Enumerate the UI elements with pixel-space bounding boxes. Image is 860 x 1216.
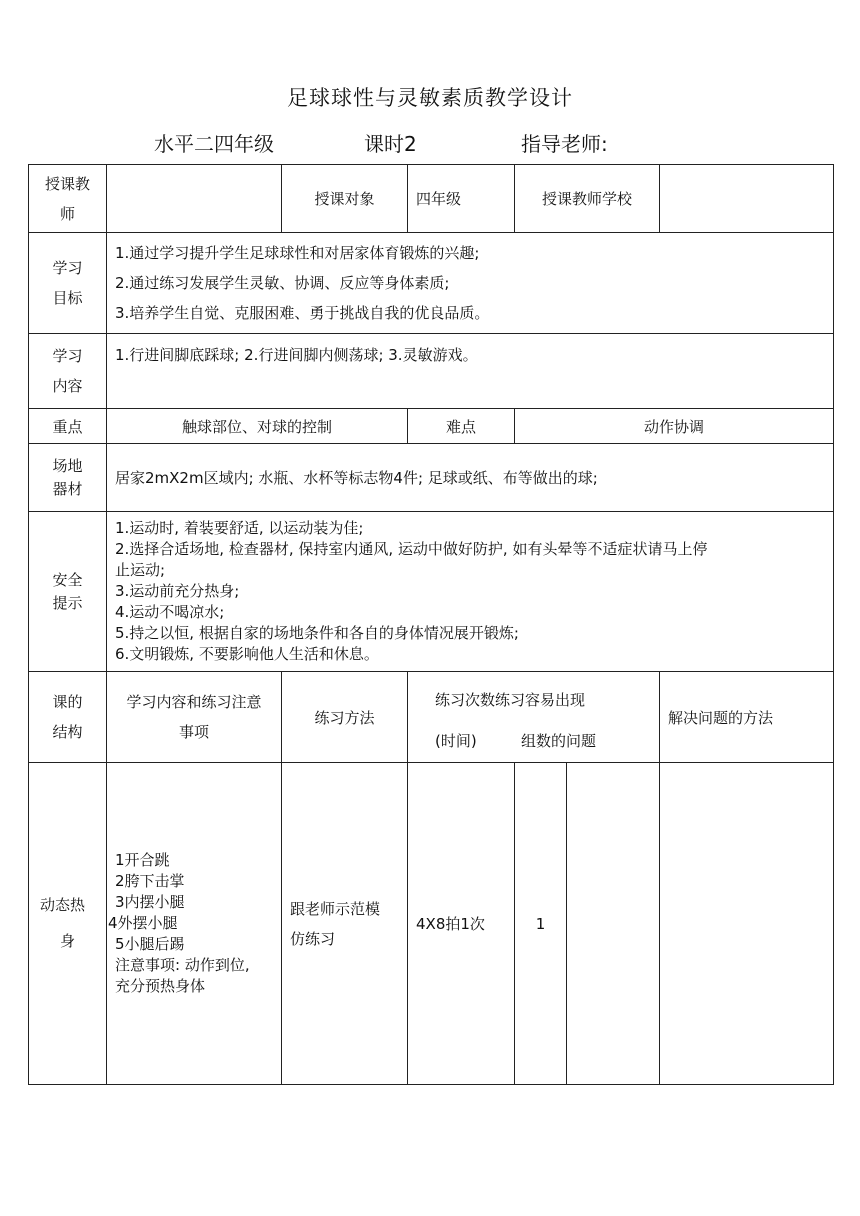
warmup-count: 4X8拍1次 <box>408 763 515 1085</box>
key-point-value: 触球部位、对球的控制 <box>107 409 408 444</box>
teacher-value-cell <box>107 165 282 233</box>
objectives-row <box>29 233 834 334</box>
warmup-item: 5小腿后踢 <box>115 935 185 953</box>
warmup-sets: 1 <box>515 763 567 1085</box>
lesson-plan-table <box>28 164 834 1085</box>
warmup-solution <box>660 763 834 1085</box>
warmup-row <box>29 763 834 1085</box>
safety-label-cell <box>29 512 107 672</box>
document-title: 足球球性与灵敏素质教学设计 <box>287 86 573 110</box>
warmup-method-line: 仿练习 <box>290 929 336 948</box>
venue-text: 居家2mX2m区域内; 水瓶、水杯等标志物4件; 足球或纸、布等做出的球; <box>107 444 834 512</box>
content-label-line: 学习 <box>52 347 83 365</box>
target-value-cell: 四年级 <box>408 165 515 233</box>
warmup-items <box>107 763 282 1085</box>
venue-label-line: 器材 <box>52 479 83 498</box>
teacher-label-cell <box>29 165 107 233</box>
teacher-label-line: 师 <box>59 204 75 223</box>
venue-label-line: 场地 <box>52 456 83 475</box>
teacher-label-line: 授课教 <box>44 174 90 193</box>
safety-label-line: 安全 <box>52 570 83 589</box>
objectives-label-cell <box>29 233 107 334</box>
objectives-list <box>107 233 834 334</box>
warmup-problem <box>567 763 660 1085</box>
safety-item: 5.持之以恒, 根据自家的场地条件和各自的身体情况展开锻炼; <box>115 624 519 642</box>
warmup-item: 1开合跳 <box>115 851 170 869</box>
safety-item: 3.运动前充分热身; <box>115 582 240 600</box>
warmup-item: 4外摆小腿 <box>108 914 178 932</box>
warmup-stage-line: 身 <box>60 932 76 950</box>
structure-label-line: 结构 <box>52 723 83 741</box>
content-row <box>29 334 834 409</box>
focus-row <box>29 409 834 444</box>
safety-item: 6.文明锻炼, 不要影响他人生活和休息。 <box>115 645 379 663</box>
solution-header: 解决问题的方法 <box>660 672 834 763</box>
content-text: 1.行进间脚底踩球; 2.行进间脚内侧荡球; 3.灵敏游戏。 <box>107 334 834 409</box>
warmup-stage-cell <box>29 763 107 1085</box>
objective-item: 1.通过学习提升学生足球球性和对居家体育锻炼的兴趣; <box>115 244 480 262</box>
warmup-stage-line: 动态热 <box>40 896 86 914</box>
objective-item: 2.通过练习发展学生灵敏、协调、反应等身体素质; <box>115 274 450 292</box>
practice-content-header <box>107 672 282 763</box>
objective-item: 3.培养学生自觉、克服困难、勇于挑战自我的优良品质。 <box>115 304 490 322</box>
venue-row <box>29 444 834 512</box>
safety-label-line: 提示 <box>52 593 83 612</box>
warmup-item: 2胯下击掌 <box>115 872 185 890</box>
safety-item: 4.运动不喝凉水; <box>115 603 225 621</box>
structure-header-row <box>29 672 834 763</box>
objectives-label-line: 学习 <box>52 259 83 277</box>
practice-content-header-line: 学习内容和练习注意 <box>126 693 262 711</box>
content-label-line: 内容 <box>52 377 83 395</box>
safety-item: 1.运动时, 着装要舒适, 以运动装为佳; <box>115 519 364 537</box>
warmup-item: 3内摆小腿 <box>115 893 185 911</box>
school-label-cell: 授课教师学校 <box>515 165 660 233</box>
structure-label-cell <box>29 672 107 763</box>
count-problem-header <box>408 672 660 763</box>
info-row <box>29 165 834 233</box>
difficulty-label: 难点 <box>408 409 515 444</box>
warmup-item: 注意事项: 动作到位, <box>115 956 250 974</box>
instructor-label: 指导老师: <box>521 132 608 156</box>
safety-row <box>29 512 834 672</box>
venue-label-cell <box>29 444 107 512</box>
target-label-cell: 授课对象 <box>282 165 408 233</box>
objectives-label-line: 目标 <box>52 289 83 307</box>
difficulty-value: 动作协调 <box>515 409 834 444</box>
grade-level: 水平二四年级 <box>154 132 274 156</box>
practice-content-header-line: 事项 <box>178 723 209 741</box>
warmup-method-cell <box>282 763 408 1085</box>
safety-list <box>107 512 834 672</box>
warmup-item: 充分预热身体 <box>115 977 206 995</box>
count-header-time: (时间) <box>435 732 477 750</box>
lesson-number: 课时2 <box>364 132 417 156</box>
count-header-sets: 组数的问题 <box>521 732 597 750</box>
key-point-label: 重点 <box>29 409 107 444</box>
warmup-method-line: 跟老师示范模 <box>290 899 381 918</box>
school-value-cell <box>660 165 834 233</box>
structure-label-line: 课的 <box>52 693 83 711</box>
count-header-top: 练习次数练习容易出现 <box>435 691 586 709</box>
content-label-cell <box>29 334 107 409</box>
safety-item: 2.选择合适场地, 检查器材, 保持室内通风, 运动中做好防护, 如有头晕等不适症状请马上停 <box>115 540 708 558</box>
safety-item: 止运动; <box>115 561 166 579</box>
method-header: 练习方法 <box>282 672 408 763</box>
